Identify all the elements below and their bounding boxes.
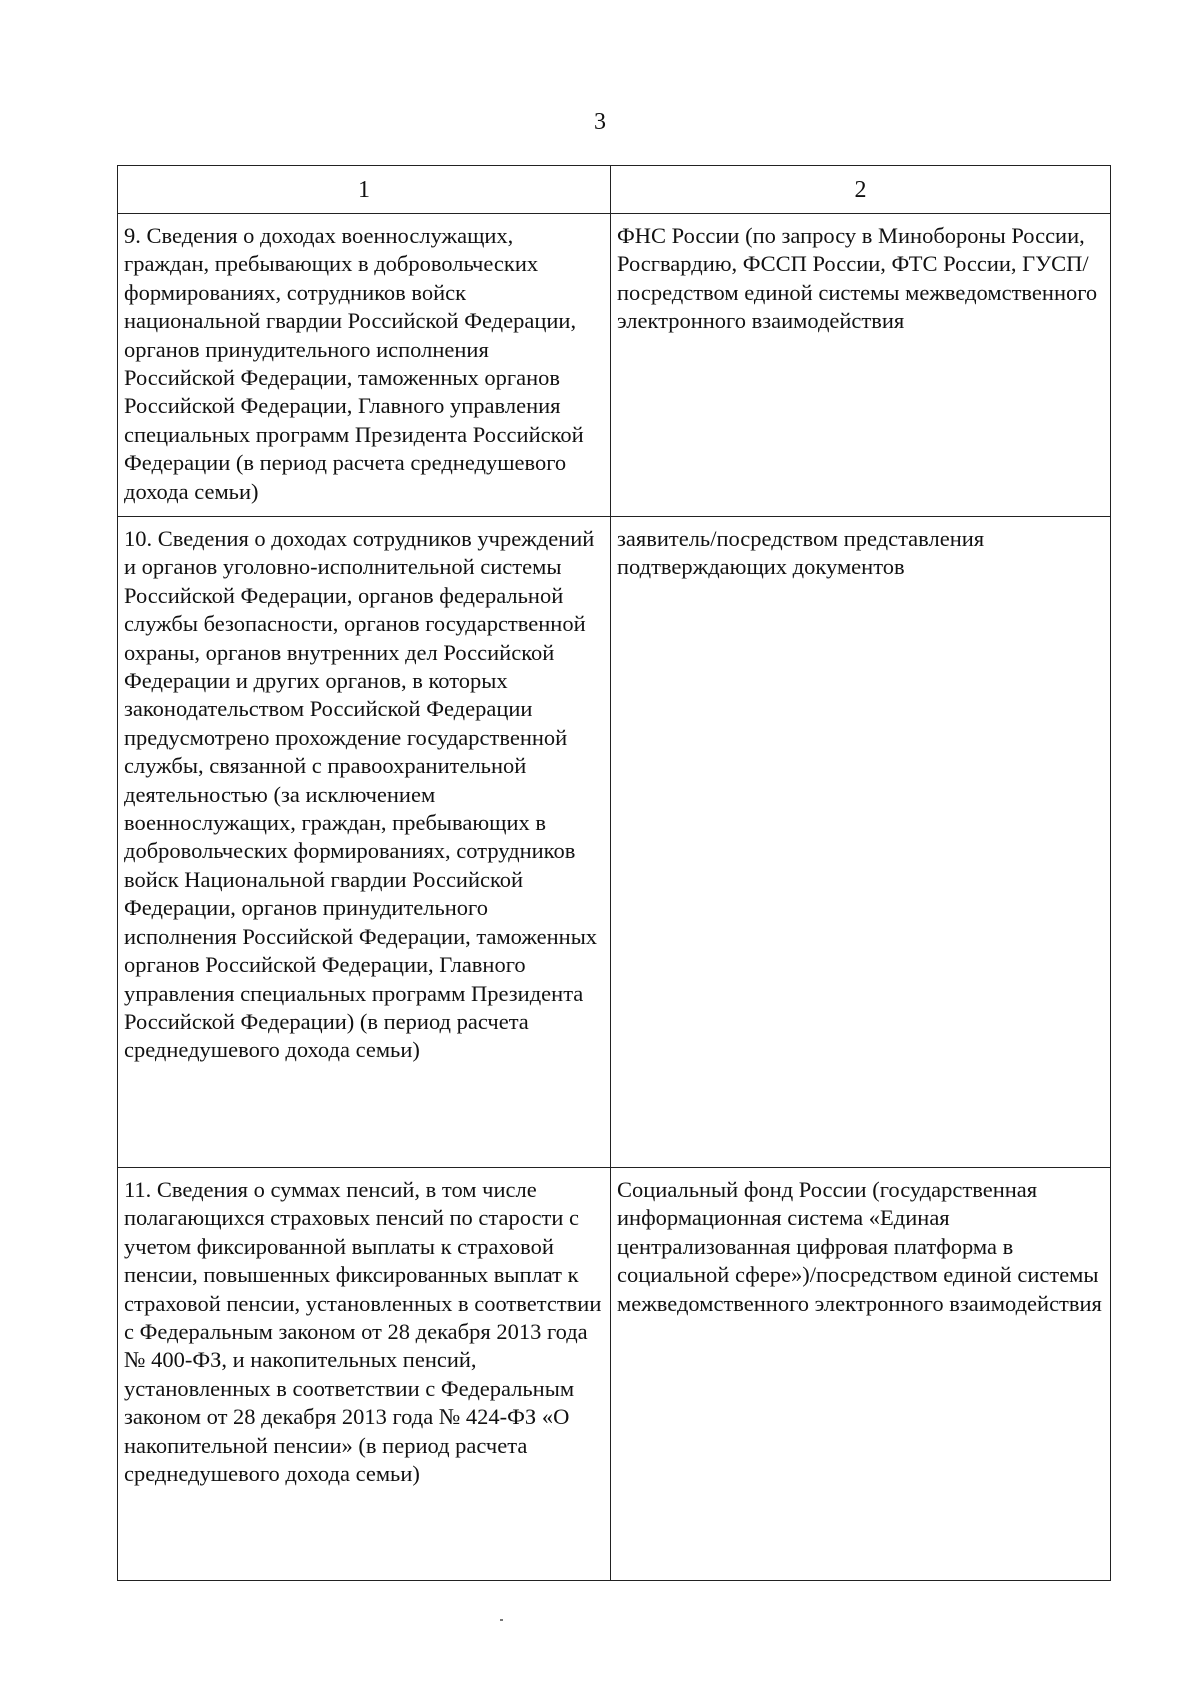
source-text: заявитель/посредством представления подтверждающих документов bbox=[617, 526, 985, 580]
source-cell bbox=[611, 517, 1111, 1168]
item-text: 10. Сведения о доходах сотрудников учреждений и органов уголовно-исполнительной системы Российской Федерации, органов федеральной службы безопасности, органов государственной охраны, органов внутренних дел Российской Федерации и других органов, в которых законодательством Российской Федерации предусмотрено прохождение государственной службы, связанной с правоохранительной деятельностью (за исключением военнослужащих, граждан, пребывающих в добровольческих формированиях, сотрудников войск Национальной гвардии Российской Федерации, органов принудительного исполнения Российской Федерации, таможенных органов Российской Федерации, Главного управления специальных программ Президента Российской Федерации) (в период расчета среднедушевого дохода семьи) bbox=[124, 526, 598, 1063]
source-text: ФНС России (по запросу в Минобороны России, Росгвардию, ФССП России, ФТС России, ГУСП/ посредством единой системы межведомственного электронного взаимодействия bbox=[617, 223, 1098, 334]
source-cell bbox=[611, 214, 1111, 517]
table-row bbox=[118, 1168, 1111, 1581]
table-row bbox=[118, 214, 1111, 517]
table-row bbox=[118, 517, 1111, 1168]
item-cell bbox=[118, 214, 611, 517]
column-header-1: 1 bbox=[118, 166, 611, 214]
scan-speck bbox=[500, 1619, 503, 1621]
column-header-2: 2 bbox=[611, 166, 1111, 214]
source-cell bbox=[611, 1168, 1111, 1581]
page-number: 3 bbox=[594, 109, 606, 135]
item-text: 11. Сведения о суммах пенсий, в том числе полагающихся страховых пенсий по старости с учетом фиксированной выплаты к страховой пенсии, повышенных фиксированных выплат к страховой пенсии, установленных в соответствии с Федеральным законом от 28 декабря 2013 года № 400-ФЗ, и накопительных пенсий, установленных в соответствии с Федеральным законом от 28 декабря 2013 года № 424-ФЗ «О накопительной пенсии» (в период расчета среднедушевого дохода семьи) bbox=[124, 1177, 602, 1487]
item-cell bbox=[118, 1168, 611, 1581]
data-sources-table bbox=[117, 165, 1111, 1581]
item-cell bbox=[118, 517, 611, 1168]
item-text: 9. Сведения о доходах военнослужащих, граждан, пребывающих в добровольческих формированиях, сотрудников войск национальной гвардии Российской Федерации, органов принудительного исполнения Российской Федерации, таможенных органов Российской Федерации, Главного управления специальных программ Президента Российской Федерации (в период расчета среднедушевого дохода семьи) bbox=[124, 223, 584, 504]
table-header-row bbox=[118, 166, 1111, 214]
source-text: Социальный фонд России (государственная информационная система «Единая централизованная цифровая платформа в социальной сфере»)/посредством единой системы межведомственного электронного взаимодействия bbox=[617, 1177, 1102, 1316]
